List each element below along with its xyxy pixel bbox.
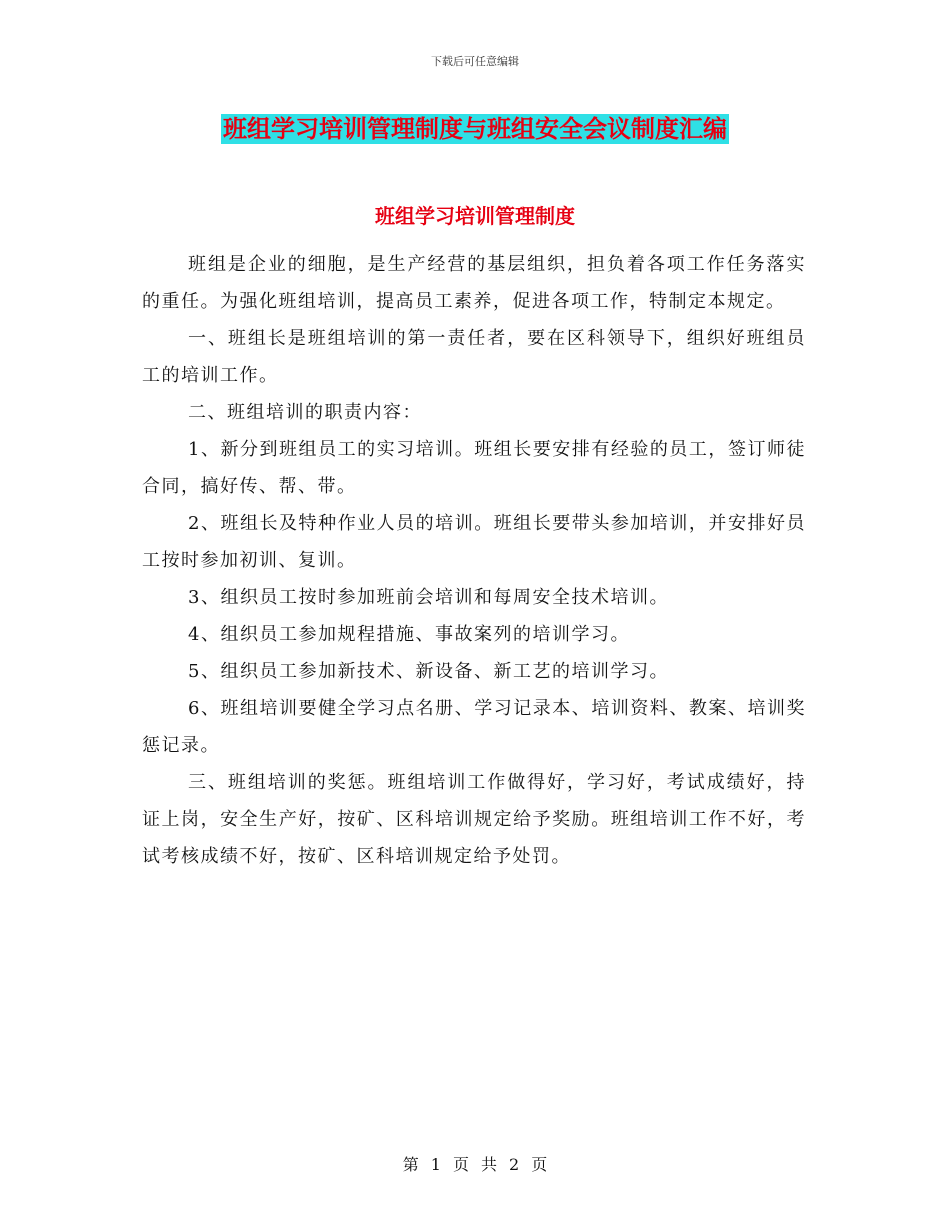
header-note: 下载后可任意编辑 <box>431 55 519 68</box>
main-title: 班组学习培训管理制度与班组安全会议制度汇编 <box>223 114 727 143</box>
current-page-number: 1 <box>430 1155 441 1174</box>
section-title: 班组学习培训管理制度 <box>375 204 575 228</box>
total-pages-number: 2 <box>509 1155 520 1174</box>
paragraph: 5、组织员工参加新技术、新设备、新工艺的培训学习。 <box>188 661 669 682</box>
footer-suffix: 页 <box>531 1155 548 1174</box>
paragraph: 一、班组长是班组培训的第一责任者，要在区科领导下，组织好班组员工的培训工作。 <box>142 328 806 386</box>
paragraph: 1、新分到班组员工的实习培训。班组长要安排有经验的员工，签订师徒合同，搞好传、帮、带。 <box>142 439 806 497</box>
footer-total-word: 共 <box>481 1155 498 1174</box>
footer-prefix: 第 <box>402 1155 419 1174</box>
page-footer <box>0 1152 950 1175</box>
paragraph: 二、班组培训的职责内容： <box>188 402 422 423</box>
footer-page-word: 页 <box>452 1155 469 1174</box>
paragraph: 3、组织员工按时参加班前会培训和每周安全技术培训。 <box>188 587 669 608</box>
paragraph: 三、班组培训的奖惩。班组培训工作做得好，学习好，考试成绩好，持证上岗，安全生产好，按矿、区科培训规定给予奖励。班组培训工作不好，考试考核成绩不好，按矿、区科培训规定给予处罚。 <box>142 772 806 867</box>
paragraph: 6、班组培训要健全学习点名册、学习记录本、培训资料、教案、培训奖惩记录。 <box>142 698 806 756</box>
paragraph: 2、班组长及特种作业人员的培训。班组长要带头参加培训，并安排好员工按时参加初训、复训。 <box>142 513 806 571</box>
paragraph: 班组是企业的细胞，是生产经营的基层组织，担负着各项工作任务落实的重任。为强化班组培训，提高员工素养，促进各项工作，特制定本规定。 <box>142 254 806 312</box>
paragraph: 4、组织员工参加规程措施、事故案列的培训学习。 <box>188 624 630 645</box>
body-text <box>142 246 806 875</box>
